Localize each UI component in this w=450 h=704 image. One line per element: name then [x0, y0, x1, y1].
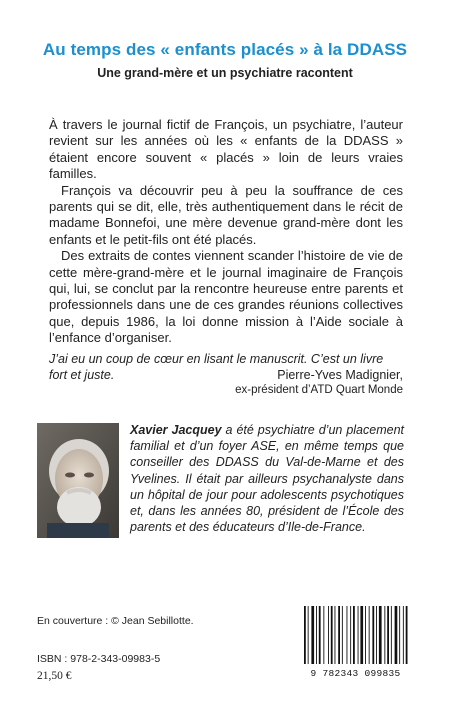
price: 21,50 € — [37, 670, 72, 682]
author-bio-text: a été psychiatre d’un placement familial et d’un foyer ASE, en même temps que conseiller des DDASS du Val-de-Marne et des Yvelines. Il était par ailleurs psychanalyste dans un hôpital de jour pour adolescents psychotiques et, dans les années 80, président de l’École des parents et des éducateurs d’Ile-de-France. — [130, 423, 405, 535]
back-cover-summary — [49, 117, 403, 347]
cover-credit: En couverture : © Jean Sebillotte. — [37, 615, 194, 627]
book-title: Au temps des « enfants placés » à la DDASS — [42, 40, 408, 59]
testimonial-role: ex-président d’ATD Quart Monde — [235, 384, 403, 396]
book-subtitle: Une grand-mère et un psychiatre racontent — [97, 66, 353, 80]
author-name: Xavier Jacquey — [130, 423, 222, 437]
testimonial-author: Pierre-Yves Madignier, — [277, 368, 403, 382]
testimonial-quote: J’ai eu un coup de cœur en lisant le manuscrit. C’est un livre fort et juste. — [49, 352, 384, 382]
summary-paragraph: À travers le journal fictif de François, un psychiatre, l’auteur revient sur les années où les « enfants de la DDASS » étaient encore souvent « placés » loin de leurs vraies familles. — [49, 117, 403, 182]
author-photo — [37, 423, 119, 538]
isbn: ISBN : 978-2-343-09983-5 — [37, 653, 161, 665]
summary-paragraph: Des extraits de contes viennent scander l’histoire de vie de cette mère-grand-mère et le journal imaginaire de François qui, lui, se conclut par la rencontre heureuse entre parents et professionnels dans une de ces grandes réunions collectives que, depuis 1986, la loi donne mission à l’Aide sociale à l’enfance d’organiser. — [49, 248, 403, 346]
barcode-number: 9 782343 099835 — [310, 668, 401, 679]
summary-paragraph: François va découvrir peu à peu la souffrance de ces parents qui se dit, elle, très authentiquement dans le récit de madame Bonnefoi, une mère devenue grand-mère dont les enfants et le petit-fils ont été placés. — [49, 182, 403, 247]
author-bio — [130, 422, 404, 535]
